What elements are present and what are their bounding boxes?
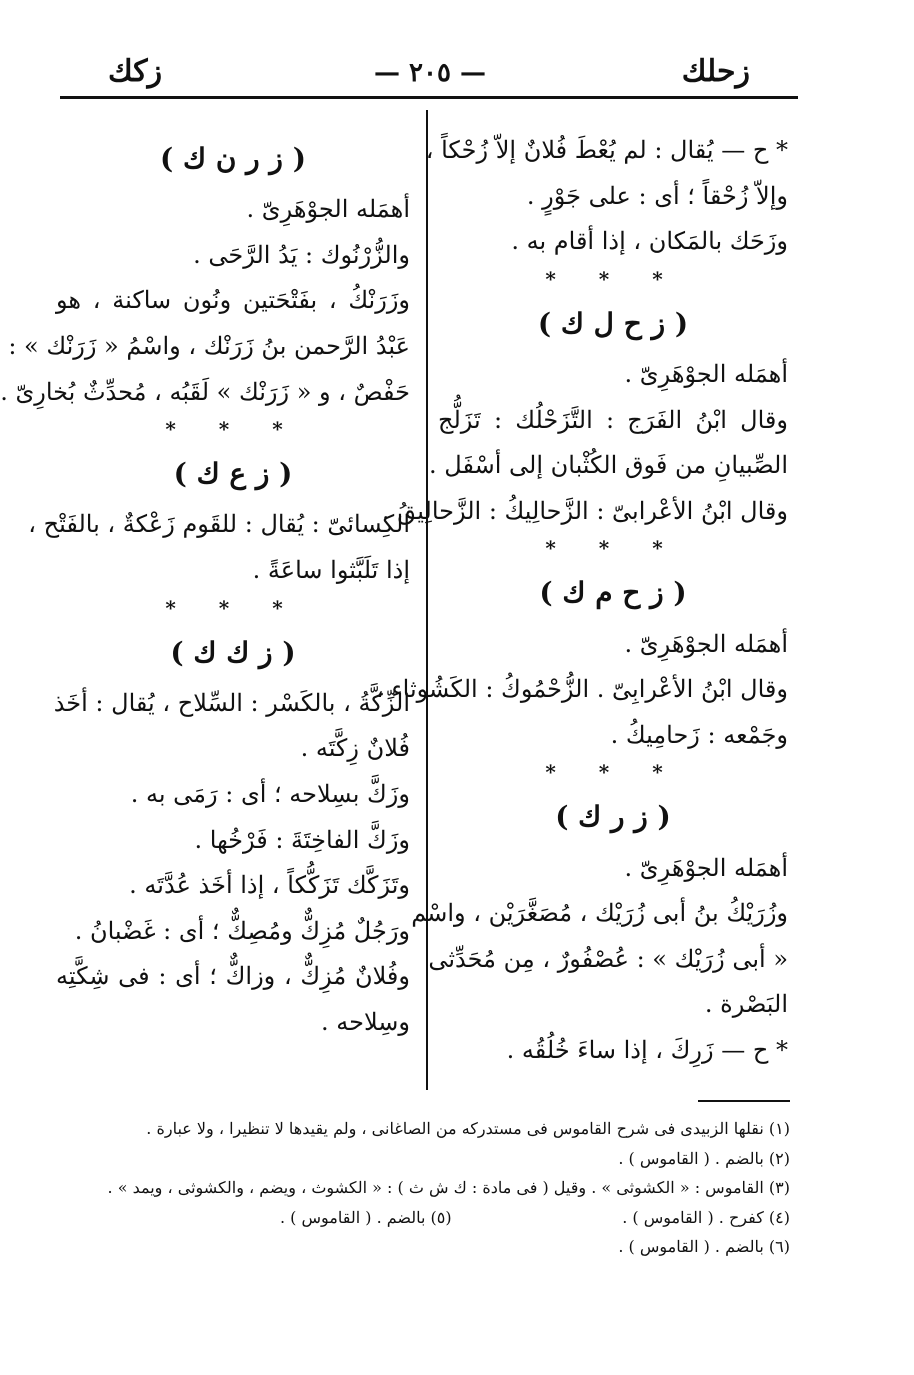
entry-zrk	[411, 846, 788, 1074]
text-line: أهمَله الجوْهَرِىّ .	[624, 853, 788, 882]
header-right-root: زحلك	[681, 54, 750, 89]
page-number: — ٢٠٥ —	[373, 58, 487, 88]
entry-heading: ( ز ح ل ك )	[537, 306, 689, 340]
footnote: (٦) بالضم . ( القاموس ) .	[618, 1237, 790, 1257]
entry-heading: ( ز ح م ك )	[539, 576, 687, 610]
right-column	[376, 128, 788, 1073]
entry-zak	[28, 502, 410, 593]
text-line: فُلانٌ زِكَّتَه .	[300, 734, 410, 763]
footnote: (١) نقلها الزبيدى فى شرح القاموس فى مستدركه من الصاغانى ، ولم يقيدها لا تنظيرا ، ولا عبارة .	[146, 1119, 790, 1138]
text-line: وفُلانٌ مُزِكٌّ ، وزاكٌّ ؛ أى : فى شِكَّتِه	[56, 962, 410, 991]
entry-heading: ( ز ر ك )	[555, 800, 671, 834]
text-line: وزَكَّ بسِلاحه ؛ أى : رَمَى به .	[130, 779, 410, 808]
text-line: عَبْدُ الرَّحمن بنُ زَرَنْك ، واسْمُ « زَرَنْك » :	[8, 331, 410, 360]
text-line: وزَرَنْكُ ، بفَتْحَتين ونُون ساكنة ، هو	[56, 286, 410, 315]
left-column	[0, 128, 410, 1045]
section-separator: * * *	[545, 536, 681, 561]
text-line: * ح — زَرِكَ ، إذا ساءَ خُلُقُه .	[506, 1035, 788, 1064]
footnote: (٥) بالضم . ( القاموس ) .	[280, 1207, 452, 1227]
section-separator: * * *	[165, 417, 301, 442]
entry-zhmk	[376, 622, 788, 759]
text-line: وزُرَيْكُ بنُ أبى زُرَيْك ، مُصَغَّرَيْن ، واسْم	[411, 899, 788, 928]
footnotes	[107, 1100, 790, 1262]
text-line: وزَكَّ الفاخِتَةَ : فَرْخُها .	[194, 825, 410, 854]
text-line: ورَجُلٌ مُزِكٌّ ومُصِكٌّ ؛ أى : غَضْبانُ .	[74, 916, 410, 945]
text-line: حَفْصٌ ، و « زَرَنْك » لَقَبُه ، مُحدِّثٌ بُخارِىّ .	[0, 377, 410, 406]
footnote: (٢) بالضم . ( القاموس ) .	[618, 1148, 790, 1168]
text-line: « أبى زُرَيْك » : عُصْفُورٌ ، مِن مُحَدِّثى	[428, 944, 788, 973]
text-line: وقال ابْنُ الأعْرابىّ : الزَّحالِيكُ : الزَّحالِيقُ .	[382, 496, 788, 525]
footnote: (٣) القاموس : « الكشوثى » . وقيل ( فى مادة : ك ش ث ) : « الكشوث ، ويضم ، والكشوثى ، ويمد » .	[107, 1178, 790, 1198]
text-line: البَصْرة .	[704, 990, 788, 1019]
text-line: أهمَله الجوْهَرِىّ .	[246, 195, 410, 224]
text-line: وقال ابْنُ الأعْرابِىّ . الزُّحْمُوكُ : الكَشُوثاء ،	[376, 675, 788, 704]
text-line: وتَزَكَّك تَزَكُّكاً ، إذا أخَذ عُدَّتَه .	[129, 871, 410, 900]
header-rule	[60, 96, 798, 99]
section-separator: * * *	[545, 266, 681, 291]
header-left-root: زكك	[108, 54, 163, 89]
text-line: والزُّرْنُوك : يَدُ الرَّحَى .	[193, 240, 410, 269]
footnote-rule	[698, 1100, 790, 1102]
text-line: أهمَله الجوْهَرِىّ .	[624, 359, 788, 388]
text-line: إذا تَلَبَّثوا ساعَةً .	[252, 555, 410, 584]
entry-zhlk	[382, 352, 788, 534]
section-separator: * * *	[165, 595, 301, 620]
text-line: الكِسائىّ : يُقال : للقَوم زَعْكةٌ ، بالفَتْح ،	[28, 510, 410, 539]
section-separator: * * *	[545, 760, 681, 785]
entry-heading: ( ز ع ك )	[173, 457, 293, 491]
text-line: الصِّبيانِ من فَوق الكُثْبان إلى أسْفَل .	[429, 451, 788, 480]
text-line: أهمَله الجوْهَرِىّ .	[624, 629, 788, 658]
text-line: * ح — يُقال : لم يُعْطَ فُلانٌ إلاّ زُحْكاً ،	[425, 136, 788, 164]
entry-heading: ( ز ك ك )	[170, 635, 296, 669]
text-line: وزَحَك بالمَكان ، إذا أقام به .	[511, 227, 788, 256]
entry-zrnk	[0, 187, 410, 415]
running-header	[60, 40, 800, 92]
entry-heading: ( ز ر ن ك )	[160, 142, 306, 175]
entry-zkk	[53, 681, 410, 1046]
text-line: وسِلاحه .	[321, 1007, 410, 1036]
text-line: الزِّكَّةُ ، بالكَسْر : السِّلاح ، يُقال : أخَذ	[53, 688, 410, 717]
text-line: وقال ابْنُ الفَرَج : التَّزَحْلُك : تَزَلُّج	[438, 405, 788, 434]
entry-zhk	[425, 128, 788, 265]
text-line: وإلاّ زُحْقاً ؛ أى : على جَوْرٍ .	[526, 181, 788, 210]
footnote: (٤) كفرح . ( القاموس ) .	[622, 1207, 790, 1227]
text-line: وجَمْعه : زَحامِيكُ .	[610, 720, 788, 749]
